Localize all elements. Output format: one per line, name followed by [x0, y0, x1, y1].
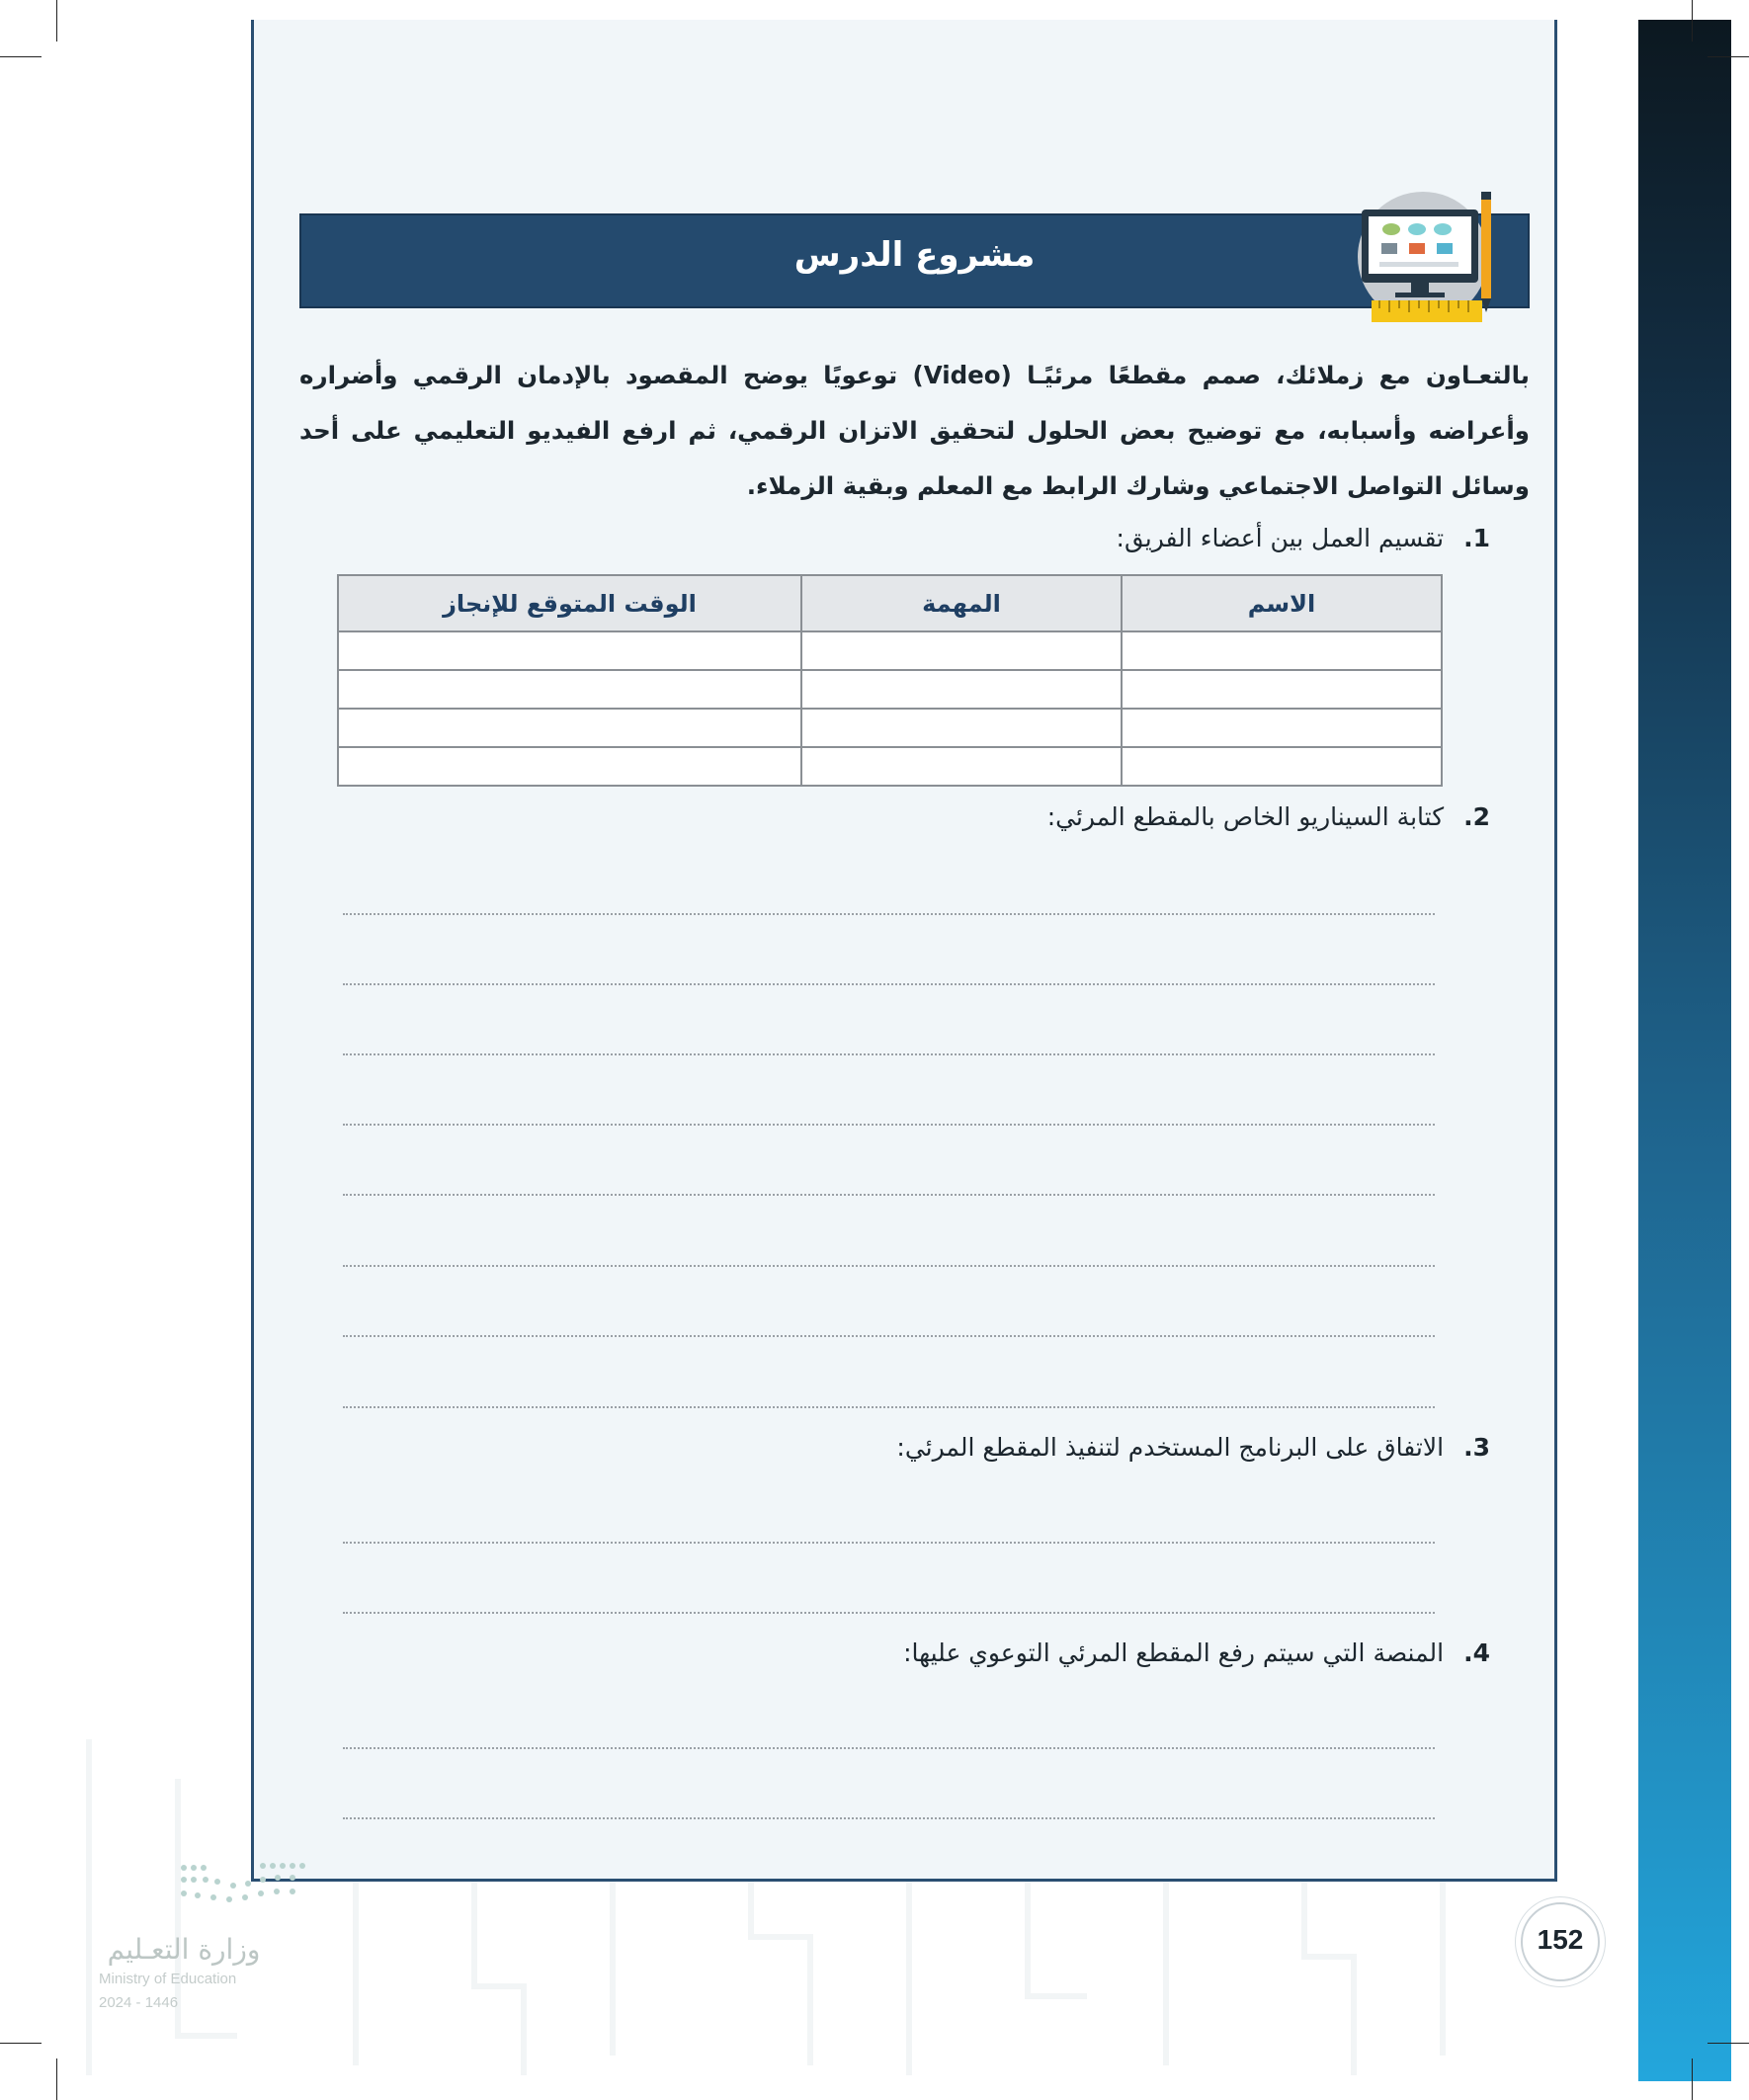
question-number: 2. [1463, 802, 1490, 831]
writing-line[interactable] [343, 1406, 1435, 1408]
computer-screen-pencil-ruler-icon [1352, 188, 1500, 334]
crop-mark [1692, 2058, 1693, 2100]
time-cell[interactable] [338, 631, 801, 670]
project-instructions: بالتعـاون مع زملائك، صمم مقطعًا مرئيًـا (Video) توعويًا يوضح المقصود بالإدمان الرقمي وأضراره وأعراضه وأسبابه، مع توضيح بعض الحلول لتحقيق الاتزان الرقمي، ثم ارفع الفيديو التعليمي على أحد وسائل التواصل الاجتماعي وشارك الرابط مع المعلم وبقية الزملاء. [299, 361, 1530, 500]
writing-line[interactable] [343, 1335, 1435, 1337]
table-row [338, 670, 1442, 709]
decorative-side-strip [1638, 20, 1731, 2081]
time-cell[interactable] [338, 747, 801, 786]
crop-mark [1707, 56, 1749, 57]
crop-mark [0, 56, 42, 57]
writing-line[interactable] [343, 1542, 1435, 1544]
column-header-task: المهمة [801, 575, 1122, 631]
table-row [338, 631, 1442, 670]
task-cell[interactable] [801, 631, 1122, 670]
team-tasks-table [337, 574, 1443, 787]
time-cell[interactable] [338, 709, 801, 747]
writing-line[interactable] [343, 1612, 1435, 1614]
lesson-project-header [299, 213, 1530, 308]
question-number: 1. [1463, 524, 1490, 552]
crop-mark [1692, 0, 1693, 42]
task-cell[interactable] [801, 670, 1122, 709]
question-3 [896, 1433, 1490, 1462]
writing-line[interactable] [343, 1747, 1435, 1749]
ministry-logo-dots-icon [95, 1858, 322, 1927]
ministry-watermark [95, 1858, 322, 2026]
question-text: كتابة السيناريو الخاص بالمقطع المرئي: [1046, 802, 1445, 831]
question-2 [1047, 802, 1490, 831]
page-number-badge [1521, 1902, 1600, 1981]
writing-line[interactable] [343, 983, 1435, 985]
question-text: الاتفاق على البرنامج المستخدم لتنفيذ المقطع المرئي: [896, 1433, 1445, 1462]
task-cell[interactable] [801, 709, 1122, 747]
column-header-expected-time: الوقت المتوقع للإنجاز [338, 575, 801, 631]
writing-line[interactable] [343, 1265, 1435, 1267]
question-1 [1117, 524, 1490, 552]
question-text: تقسيم العمل بين أعضاء الفريق: [1116, 524, 1445, 552]
writing-line[interactable] [343, 1194, 1435, 1196]
crop-mark [56, 0, 57, 42]
writing-line[interactable] [343, 1053, 1435, 1055]
question-number: 3. [1463, 1433, 1490, 1462]
question-number: 4. [1463, 1638, 1490, 1667]
ministry-year: 2024 - 1446 [99, 1994, 179, 2011]
lesson-project-title: مشروع الدرس [793, 235, 1036, 275]
name-cell[interactable] [1122, 709, 1442, 747]
time-cell[interactable] [338, 670, 801, 709]
writing-line[interactable] [343, 1817, 1435, 1819]
question-4 [903, 1638, 1490, 1667]
table-row [338, 747, 1442, 786]
question-text: المنصة التي سيتم رفع المقطع المرئي التوعوي عليها: [903, 1638, 1445, 1667]
name-cell[interactable] [1122, 670, 1442, 709]
name-cell[interactable] [1122, 631, 1442, 670]
page-number: 152 [1537, 1924, 1584, 1955]
crop-mark [56, 2058, 57, 2100]
crop-mark [0, 2043, 42, 2044]
column-header-name: الاسم [1122, 575, 1442, 631]
writing-line[interactable] [343, 913, 1435, 915]
task-cell[interactable] [801, 747, 1122, 786]
ministry-name-ar: وزارة التعـليم [107, 1933, 261, 1966]
crop-mark [1707, 2043, 1749, 2044]
name-cell[interactable] [1122, 747, 1442, 786]
ministry-name-en: Ministry of Education [99, 1971, 237, 1987]
table-row [338, 709, 1442, 747]
writing-line[interactable] [343, 1124, 1435, 1126]
